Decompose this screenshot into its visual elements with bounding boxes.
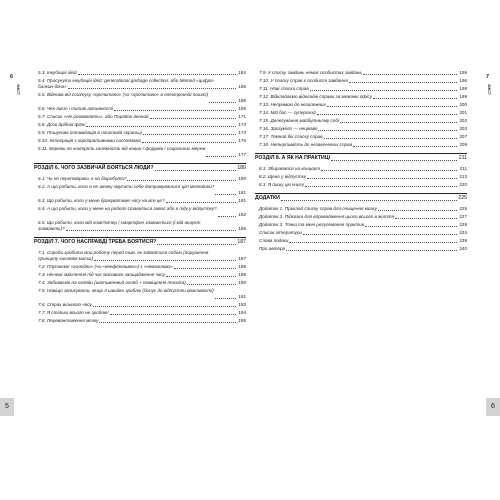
toc-entry-page: 182 (238, 212, 246, 217)
toc-entry-page: 173 (238, 122, 246, 127)
toc-entry-page: 227 (459, 214, 467, 219)
toc-entry[interactable] (34, 130, 246, 136)
toc-entry-title: 7.5. Навіщо записувати, якщо я швидко зроблю (бонус до відпустпи важливості) (38, 288, 214, 293)
right-side-label: ЗМІСТ (487, 84, 491, 95)
toc-entry-title: 8.1. Збираємося на концерт (259, 166, 321, 171)
toc-entry[interactable] (34, 264, 246, 270)
toc-entry-page: 169 (238, 106, 246, 111)
toc-entry[interactable] (255, 86, 467, 92)
toc-entry-title: 7.13. Непрямою до незалежних (259, 102, 326, 107)
toc-entry-page: 198 (459, 86, 467, 91)
toc-entry-page: 193 (238, 302, 246, 307)
right-bottom-tab: 6 (486, 398, 500, 416)
toc-entry-title: 7.16. Зрозуміло — нецікаво (259, 126, 318, 131)
toc-entry-page: 207 (459, 134, 467, 139)
toc-entry-title: 6.2. А що робити, коли я не зможу змусити себе дотримуватися цієї методики? (38, 184, 215, 189)
toc-entry[interactable] (34, 280, 246, 286)
dot-leader (324, 138, 457, 139)
toc-entry[interactable] (34, 198, 246, 204)
toc-entry[interactable] (34, 176, 246, 182)
dot-leader (166, 202, 236, 203)
toc-entry-page: 195 (459, 70, 467, 75)
toc-entry-title: РОЗДІЛ 7. ЧОГО НАСПРАВДІ ТРЕБА БОЯТИСЯ? (34, 239, 157, 245)
toc-entry-title: 7.15. Делегування майбутньому собі (259, 118, 339, 123)
toc-entry-title: 8.3. Я пишу цю книгу (259, 182, 304, 187)
dot-leader (395, 218, 457, 219)
toc-entry-title: 7.11. Нові списки справ (259, 86, 309, 91)
toc-entry-page: 188 (238, 264, 246, 269)
toc-entry-title: 6.5. Що робити, коли мій комп'ютер / смартфон зламається (і мій акаунт зламають)? (38, 220, 201, 231)
toc-entry-page: 211 (459, 166, 467, 171)
toc-entry[interactable] (255, 126, 467, 132)
toc-entry-page: 177 (238, 152, 246, 157)
toc-entry[interactable] (255, 166, 467, 172)
toc-entry-title: 5.10. Інтеграція з корпоративними системами (38, 138, 142, 143)
toc-entry-page: 203 (459, 126, 467, 131)
toc-entry[interactable] (34, 92, 246, 104)
toc-entry-title: 6.3. Що робити, коли у мене бракуватиме часу на все це? (38, 198, 165, 203)
toc-entry-title: 5.7. Список «Не розмовляти», або Порядок денний (38, 114, 149, 119)
dot-leader (110, 314, 236, 315)
toc-entry-page: 180 (237, 165, 246, 171)
toc-entry[interactable] (34, 310, 246, 316)
toc-entry[interactable] (34, 106, 246, 112)
dot-leader (209, 102, 236, 103)
toc-entry[interactable] (255, 94, 467, 100)
toc-entry-title: 7.14. Мій бос — суперскид (259, 110, 316, 115)
toc-chapter-heading[interactable] (255, 195, 467, 202)
toc-entry-page: 220 (459, 182, 467, 187)
toc-entry-page: 238 (459, 238, 467, 243)
toc-entry-title: 8.2. Щено у відпустку (259, 174, 307, 179)
toc-chapter-heading[interactable] (255, 155, 467, 162)
toc-entry-page: 240 (459, 246, 467, 251)
toc-entry-page: 203 (459, 118, 467, 123)
dot-leader (157, 244, 236, 245)
toc-entry[interactable] (34, 302, 246, 308)
dot-leader (86, 126, 236, 127)
toc-entry-page: 225 (459, 206, 467, 211)
dot-leader (150, 118, 236, 119)
dot-leader (68, 88, 236, 89)
dot-leader (363, 74, 457, 75)
dot-leader (353, 146, 457, 147)
toc-entry-page: 199 (459, 94, 467, 99)
dot-leader (318, 130, 457, 131)
dot-leader (307, 178, 457, 179)
toc-entry-page: 186 (238, 84, 246, 89)
toc-entry-page: 234 (459, 230, 467, 235)
dot-leader (373, 98, 457, 99)
toc-entry-page: 188 (238, 272, 246, 277)
toc-entry[interactable] (255, 230, 467, 236)
toc-entry-title: 7.1. Спроби зробити всю роботу перед тим, як займатися собою (порушення принципу кисневої маски) (38, 250, 209, 261)
toc-entry-page: 181 (238, 190, 246, 195)
dot-leader (114, 110, 236, 111)
dot-leader (174, 268, 236, 269)
toc-entry-page: 173 (238, 130, 246, 135)
toc-entry-title: Слова подяки (259, 238, 289, 243)
toc-entry-title: 5.5. Віднова від статусу «прочитано» (чи «прочитано» в електронній пошті) (38, 92, 209, 97)
toc-entry-page: 187 (238, 256, 246, 261)
toc-entry-title: ДОДАТКИ (255, 195, 280, 201)
toc-entry[interactable] (255, 238, 467, 244)
toc-entry-page: 185 (238, 226, 246, 231)
toc-entry[interactable] (255, 134, 467, 140)
toc-entry-title: 5.6. Чек-лист і типові активності (38, 106, 114, 111)
toc-entry-page: 194 (238, 310, 246, 315)
toc-entry-title: 7.18. Нетерпимість до незакінчених справ (259, 142, 352, 147)
toc-entry[interactable] (255, 118, 467, 124)
toc-entry[interactable] (255, 78, 467, 84)
toc-entry-title: 6.1. Чи не перетворюсь я на біоробота? (38, 176, 127, 181)
dot-leader (215, 194, 236, 195)
toc-entry-page: 188 (238, 98, 246, 103)
toc-entry-title: 7.3. Нікчемі змістення під час масового заощадження часу (38, 272, 165, 277)
dot-leader (303, 234, 457, 235)
left-side-label: ЗМІСТ (16, 84, 20, 95)
toc-entry[interactable] (255, 70, 467, 76)
dot-leader (378, 210, 457, 211)
toc-chapter-heading[interactable] (34, 165, 246, 172)
dot-leader (127, 180, 236, 181)
toc-entry-title: 7.9. У списку завдань немає особистих завдань (259, 70, 362, 75)
toc-entry[interactable] (255, 246, 467, 252)
toc-entry-title: Додаток 1. Приклад списку справ для очищення мозку (259, 206, 378, 211)
toc-entry-title: 6.4. А що робити, коли у мене на роботі ставиться завал або я піду у відпустку? (38, 206, 217, 211)
toc-entry[interactable] (34, 122, 246, 128)
toc-entry-title: Список літератури (259, 230, 302, 235)
right-toc-page (255, 70, 467, 420)
toc-entry[interactable] (255, 222, 467, 228)
toc-entry-title: 7.10. У списку справ є особисті завдання (259, 78, 348, 83)
toc-entry[interactable] (255, 182, 467, 188)
dot-leader (331, 160, 457, 161)
toc-entry[interactable] (255, 110, 467, 116)
toc-entry-title: 7.17. Темний бік списку справ (259, 134, 323, 139)
toc-entry-title: РОЗДІЛ 6. ЧОГО ЗАЗВИЧАЙ БОЯТЬСЯ ЛЮДИ? (34, 165, 154, 171)
toc-entry[interactable] (255, 102, 467, 108)
left-bottom-tab: 5 (0, 398, 14, 416)
toc-entry[interactable] (34, 114, 246, 120)
dot-leader (99, 322, 236, 323)
dot-leader (166, 276, 236, 277)
toc-entry-page: 184 (238, 70, 246, 75)
toc-entry-title: 5.4. Просунута інкубація ідей: generational garbage collection, або Метод «цифра-балкон-дача» (38, 78, 215, 89)
toc-entry-title: 7.4. Забиваємо на огляди (шотижневий огляд + поміщення техніка) (38, 280, 186, 285)
toc-entry-page: 181 (238, 198, 246, 203)
toc-entry-title: 7.8. Перевантаження мозку (38, 318, 99, 323)
toc-entry-page: 190 (238, 280, 246, 285)
toc-entry[interactable] (34, 272, 246, 278)
left-page-number: 6 (10, 74, 14, 80)
toc-entry-page: 171 (238, 114, 246, 119)
dot-leader (143, 134, 236, 135)
dot-leader (340, 122, 457, 123)
toc-entry-page: 213 (459, 174, 467, 179)
toc-entry[interactable] (34, 184, 246, 196)
toc-entry[interactable] (255, 174, 467, 180)
toc-entry-page: 229 (459, 222, 467, 227)
toc-entry-title: Додаток 3. Точки та мені регулювання практик (259, 222, 364, 227)
toc-entry[interactable] (34, 146, 246, 158)
section-rule (34, 237, 246, 238)
toc-entry-title: 5.9. Пошукова оптимізація в поштовій скриньці (38, 130, 142, 135)
toc-entry[interactable] (255, 142, 467, 148)
toc-entry[interactable] (34, 78, 246, 90)
toc-entry-title: Про автора (259, 246, 286, 251)
dot-leader (78, 74, 237, 75)
dot-leader (310, 90, 457, 91)
right-page-number: 7 (486, 74, 490, 80)
toc-entry-title: 7.2. Плутаємо «холодно» (чи «неефективно») з «неможливо» (38, 264, 173, 269)
toc-entry-page: 225 (458, 195, 467, 201)
dot-leader (187, 284, 236, 285)
section-rule (255, 153, 467, 154)
toc-entry[interactable] (34, 138, 246, 144)
toc-entry[interactable] (255, 214, 467, 220)
dot-leader (66, 230, 236, 231)
dot-leader (365, 226, 457, 227)
dot-leader (327, 106, 457, 107)
dot-leader (349, 82, 457, 83)
toc-entry[interactable] (34, 318, 246, 324)
dot-leader (93, 306, 236, 307)
dot-leader (142, 142, 236, 143)
toc-entry-title: 5.8. Дозо дрібної фігні (38, 122, 86, 127)
toc-chapter-heading[interactable] (34, 239, 246, 246)
toc-entry-page: 180 (238, 176, 246, 181)
toc-entry-page: 201 (459, 110, 467, 115)
toc-entry-title: 7.7. Я стільки всього не зроблю! (38, 310, 109, 315)
dot-leader (289, 242, 457, 243)
section-rule (255, 193, 467, 194)
left-toc-page (34, 70, 246, 420)
toc-entry[interactable] (34, 206, 246, 218)
toc-entry[interactable] (34, 250, 246, 262)
toc-entry-page: 196 (459, 78, 467, 83)
toc-entry-page: 191 (238, 294, 246, 299)
dot-leader (281, 200, 457, 201)
toc-entry-page: 200 (459, 102, 467, 107)
dot-leader (206, 156, 236, 157)
toc-entry-page: 211 (458, 155, 467, 161)
dot-leader (286, 250, 457, 251)
toc-entry-title: 5.11. Бережи по контроль залежність від новин / форумів / соціальних мереж (38, 146, 206, 151)
toc-entry[interactable] (34, 288, 246, 300)
toc-entry-page: 209 (459, 142, 467, 147)
toc-entry-page: 187 (237, 239, 246, 245)
dot-leader (218, 216, 236, 217)
dot-leader (155, 170, 236, 171)
toc-entry-title: 7.12. Відкладаємо відкладні справи за межами офісу (259, 94, 372, 99)
dot-leader (317, 114, 458, 115)
toc-entry-page: 175 (238, 138, 246, 143)
toc-entry-page: 195 (238, 318, 246, 323)
dot-leader (305, 186, 457, 187)
toc-entry-title: РОЗДІЛ 8. А ЯК НА ПРАКТИЦІ (255, 155, 331, 161)
dot-leader (94, 260, 236, 261)
toc-entry-title: Додаток 2. Підказки для впровадження цього всього в життя (259, 214, 394, 219)
toc-entry[interactable] (34, 70, 246, 76)
toc-entry-title: 5.3. Інкубація ідей (38, 70, 77, 75)
toc-entry-title: 7.6. Страх вільного часу (38, 302, 92, 307)
toc-entry[interactable] (255, 206, 467, 212)
dot-leader (321, 170, 457, 171)
toc-entry[interactable] (34, 220, 246, 232)
section-rule (34, 163, 246, 164)
dot-leader (215, 298, 236, 299)
